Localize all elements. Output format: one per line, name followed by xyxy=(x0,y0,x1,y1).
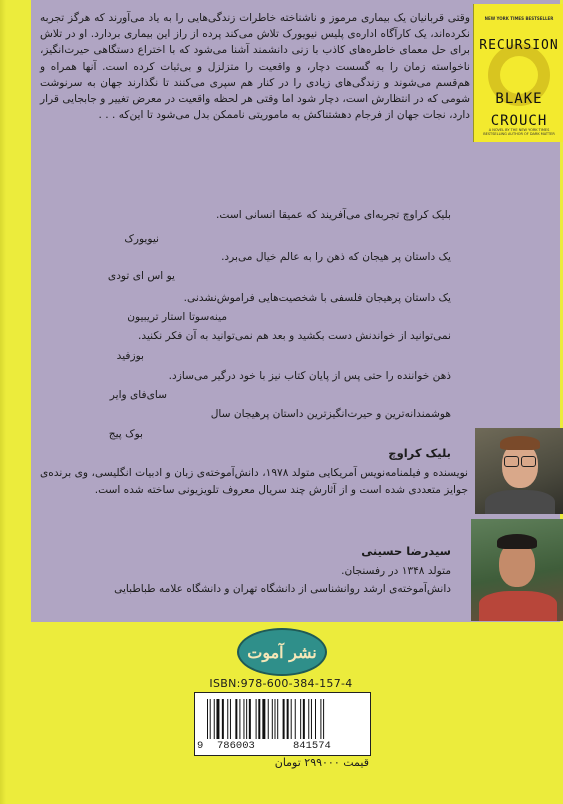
barcode-bar xyxy=(246,699,247,739)
barcode-bars xyxy=(207,699,359,739)
praise-intro: بلیک کراوچ تجربه‌ای می‌آفریند که عمیقا انسانی است. xyxy=(216,209,451,221)
translator-photo xyxy=(471,519,563,621)
cover-author-last: CROUCH xyxy=(490,113,548,129)
cover-author-first: BLAKE xyxy=(495,91,543,107)
barcode-bar xyxy=(315,699,316,739)
barcode-bar xyxy=(277,699,278,739)
translator-name: سیدرضا حسینی xyxy=(361,544,451,558)
isbn-text: ISBN:978-600-384-157-4 xyxy=(209,677,353,690)
author-bio: نویسنده و فیلمنامه‌نویس آمریکایی متولد ۱۹۷۸، دانش‌آموخته‌ی زبان و ادبیات انگلیسی، وی برنده‌ی جوایز متعددی شده است و از آثارش چند سریال معروف تلویزیونی ساخته شده است. xyxy=(40,467,468,496)
blurb-quote: هوشمندانه‌ترین و حیرت‌انگیزترین داستان پرهیجان سال xyxy=(210,408,451,420)
barcode-bar xyxy=(275,699,276,739)
blurb-source: سای‌فای وایر xyxy=(109,389,167,401)
cover-author xyxy=(476,88,562,132)
barcode-bar xyxy=(207,699,208,739)
barcode-bar xyxy=(323,699,324,739)
barcode-bar xyxy=(262,699,265,739)
barcode-bar xyxy=(287,699,289,739)
barcode-right-digits: 841574 xyxy=(293,740,331,752)
barcode-bar xyxy=(239,699,240,739)
blurb-source: مینه‌سوتا استار تریبیون xyxy=(127,311,227,323)
barcode-bar xyxy=(227,699,228,739)
barcode-bar xyxy=(210,699,211,739)
barcode-bar xyxy=(230,699,231,739)
barcode-bar xyxy=(256,699,257,739)
barcode-bar xyxy=(295,699,296,739)
barcode-bar xyxy=(300,699,301,739)
publisher-logo-text: نشر آموت xyxy=(247,642,317,662)
blurb-quote: نمی‌توانید از خواندنش دست بکشید و بعد هم نمی‌توانید به آن فکر نکنید. xyxy=(138,330,451,342)
synopsis: وقتی قربانیان یک بیماری مرموز و ناشناخته خاطرات زندگی‌هایی را به یاد می‌آورند که هرگز تجربه نکرده‌اند، یک کارآگاه اداره‌ی پلیس نیویورک تلاش می‌کند پرده از راز این بیماری بردارد. او در تلاش برای حل معمای خاطره‌های کاذب با زنی دانشمند آشنا می‌شود که با اختراع دستگاهی حیرت‌انگیز، ناخواسته زمان را به گسست دچار، و واقعیت را متزلزل و بی‌ثبات کرده است. آنها همراه و هم‌قسم می‌شوند و زندگی‌های زیادی را در کنار هم سپری می‌کنند تا نگذارند جهان به سرنوشت شومی که در انتظارش است، دچار شود اما وقتی هر لحظه واقعیت در معرض تغییر و جابجایی قرار دارد، نجات جهان از فرجام دهشتناکش به ماموریتی ناممکن بدل می‌شود تا این‌که . . . xyxy=(39,12,470,122)
blurb-source: بوک پیج xyxy=(108,428,143,440)
barcode-first-digit: 9 xyxy=(197,740,204,752)
cover-thumbnail xyxy=(473,4,563,142)
barcode-bar xyxy=(216,699,219,739)
author-name: بلیک کراوچ xyxy=(388,446,451,460)
barcode-bar xyxy=(268,699,269,739)
barcode-bar xyxy=(235,699,237,739)
barcode-bar xyxy=(214,699,215,739)
blurb-quote: ذهن خواننده را حتی پس از پایان کتاب نیز با خود درگیر می‌سازد. xyxy=(168,370,451,382)
publisher-logo xyxy=(237,628,327,676)
translator-birth: متولد ۱۳۴۸ در رفسنجان. xyxy=(341,565,451,577)
blurb-source: بوزفید xyxy=(116,350,144,362)
blurb-source: یو اس ای تودی xyxy=(107,270,175,282)
blurb-source: نیویورک xyxy=(124,233,159,245)
barcode-bar xyxy=(243,699,244,739)
price: قیمت ۲۹۹۰۰۰ تومان xyxy=(274,756,369,769)
barcode-bar xyxy=(222,699,224,739)
barcode-left-digits: 786003 xyxy=(217,740,255,752)
blurb-quote: یک داستان پر هیجان که ذهن را به عالم خیال می‌برد. xyxy=(221,251,451,263)
author-photo xyxy=(475,428,563,514)
barcode xyxy=(194,692,371,756)
barcode-bar xyxy=(283,699,285,739)
barcode-bar xyxy=(258,699,260,739)
blurb-quote: یک داستان پرهیجان فلسفی با شخصیت‌هایی فراموش‌نشدنی. xyxy=(183,292,451,304)
barcode-bar xyxy=(272,699,273,739)
cover-title: RECURSION xyxy=(479,38,559,53)
barcode-bar xyxy=(249,699,251,739)
cover-topline: NEW YORK TIMES BESTSELLER xyxy=(484,16,554,21)
barcode-bar xyxy=(308,699,309,739)
spine-edge xyxy=(0,0,6,804)
translator-education: دانش‌آموخته‌ی ارشد روانشناسی از دانشگاه تهران و دانشگاه علامه طباطبایی xyxy=(114,583,451,595)
barcode-bar xyxy=(311,699,312,739)
barcode-bar xyxy=(303,699,305,739)
barcode-bar xyxy=(320,699,321,739)
barcode-bar xyxy=(291,699,292,739)
cover-tagline: A NOVEL BY THE NEW YORK TIMES BESTSELLING AUTHOR OF DARK MATTER xyxy=(483,128,555,136)
